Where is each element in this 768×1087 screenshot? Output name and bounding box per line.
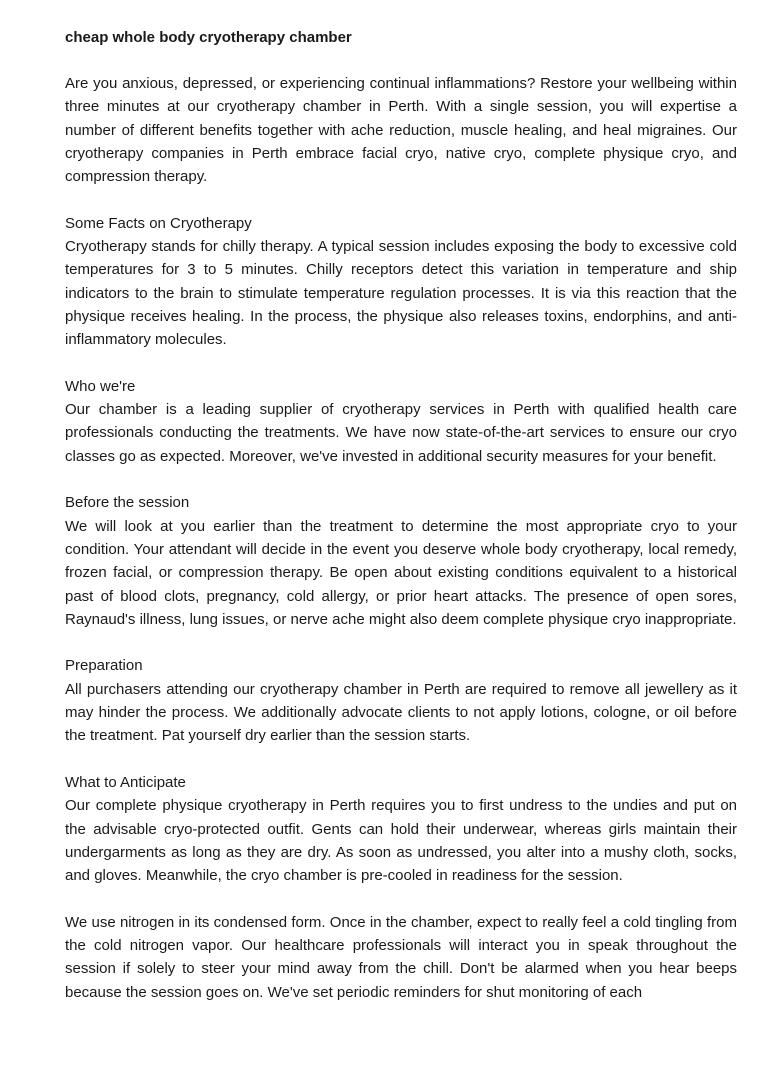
section-facts <box>65 212 737 352</box>
section-heading: Preparation <box>65 657 143 675</box>
document-title: cheap whole body cryotherapy chamber <box>65 29 352 46</box>
document-page <box>65 26 737 1027</box>
section-heading: Who we're <box>65 377 136 395</box>
intro-section <box>65 72 737 188</box>
section-heading: Some Facts on Cryotherapy <box>65 214 252 232</box>
section-paragraph: Cryotherapy stands for chilly therapy. A typical session includes exposing the body to excessive cold temperatures for 3 to 5 minutes. Chilly receptors detect this variation in temperature and ship indicators to the brain to stimulate temperature regulation processes. It is via this reaction that the physique receives healing. In the process, the physique also releases toxins, endorphins, and anti-inflammatory molecules. <box>65 238 737 349</box>
section-paragraph: Our chamber is a leading supplier of cryotherapy services in Perth with qualified health care professionals conducting the treatments. We have now state-of-the-art services to ensure our cryo classes go as expected. Moreover, we've invested in additional security measures for your benefit. <box>65 401 737 465</box>
section-heading: What to Anticipate <box>65 773 186 791</box>
intro-paragraph: Are you anxious, depressed, or experiencing continual inflammations? Restore your wellbeing within three minutes at our cryotherapy chamber in Perth. With a single session, you will expertise a number of different benefits together with ache reduction, muscle healing, and heal migraines. Our cryotherapy companies in Perth embrace facial cryo, native cryo, complete physique cryo, and compression therapy. <box>65 75 737 186</box>
closing-section <box>65 911 737 1004</box>
section-paragraph: Our complete physique cryotherapy in Perth requires you to first undress to the undies and put on the advisable cryo-protected outfit. Gents can hold their underwear, whereas girls maintain their undergarments as long as they are dry. As soon as undressed, you alter into a mushy cloth, socks, and gloves. Meanwhile, the cryo chamber is pre-cooled in readiness for the session. <box>65 797 737 885</box>
section-paragraph: We will look at you earlier than the treatment to determine the most appropriate cryo to your condition. Your attendant will decide in the event you deserve whole body cryotherapy, local remedy, frozen facial, or compression therapy. Be open about existing conditions equivalent to a historical past of blood clots, pregnancy, cold allergy, or prior heart attacks. The presence of open sores, Raynaud's illness, lung issues, or nerve ache might also deem complete physique cryo inappropriate. <box>65 517 737 628</box>
section-before-session <box>65 491 737 631</box>
section-what-to-anticipate <box>65 771 737 887</box>
section-paragraph: All purchasers attending our cryotherapy chamber in Perth are required to remove all jewellery as it may hinder the process. We additionally advocate clients to not apply lotions, cologne, or oil before the treatment. Pat yourself dry earlier than the session starts. <box>65 680 737 745</box>
section-preparation <box>65 654 737 747</box>
section-who-we-are <box>65 375 737 468</box>
closing-paragraph: We use nitrogen in its condensed form. Once in the chamber, expect to really feel a cold tingling from the cold nitrogen vapor. Our healthcare professionals will interact you in speak throughout the session if solely to steer your mind away from the chill. Don't be alarmed when you hear beeps because the session goes on. We've set periodic reminders for shut monitoring of each <box>65 913 737 1001</box>
section-heading: Before the session <box>65 494 190 512</box>
